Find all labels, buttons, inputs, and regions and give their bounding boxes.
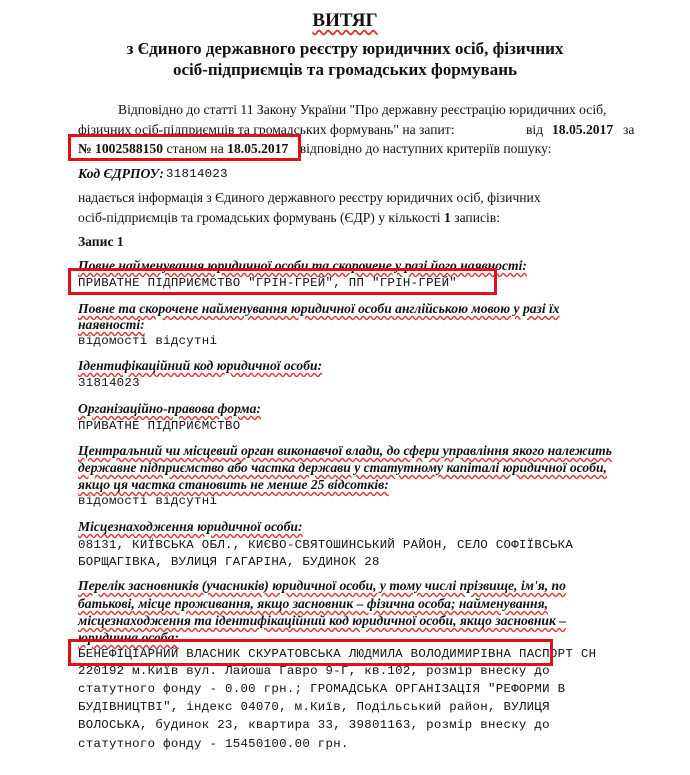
request-number: № 1002588150 (78, 141, 164, 156)
document-subtitle-line-1: з Єдиного державного реєстру юридичних осіб, фізичних (126, 39, 564, 58)
founders-label-1: Перелік засновників (учасників) юридичної особи, у тому числі прізвище, ім'я, по (78, 578, 566, 593)
full-name-label: Повне найменування юридичної особи та скорочене у разі його наявності: (78, 258, 527, 273)
provided-line-2-post: записів: (454, 210, 500, 225)
founders-label-2: батькові, місце проживання, якщо засновник – фізична особа; найменування, (78, 596, 548, 611)
document-title: ВИТЯГ (312, 10, 378, 31)
org-form-label: Організаційно-правова форма: (78, 401, 261, 416)
founders-label-3: місцезнаходження та ідентифікаційний код юридичної особи, якщо засновник – (78, 613, 567, 628)
highlight-full-name (68, 268, 497, 295)
request-date: 18.05.2017 (227, 141, 289, 156)
founders-value-5: ВОЛОСЬКА, будинок 23, квартира 33, 39801163, розмір внеску до (78, 718, 550, 732)
intro-line-1: Відповідно до статті 11 Закону України "Про державну реєстрацію юридичних осіб, (118, 102, 607, 117)
provided-line-1: надається інформація з Єдиного державного реєстру юридичних осіб, фізичних (78, 190, 541, 205)
highlight-beneficiary (68, 639, 553, 666)
provided-line-2-pre: осіб-підприємців та громадських формувань (ЄДР) у кількості (78, 210, 441, 225)
founders-beneficiary: БЕНЕФІЦІАРНИЙ ВЛАСНИК СКУРАТОВСЬКА ЛЮДМИЛА ВОЛОДИМИРІВНА (78, 647, 512, 661)
org-form-value: ПРИВАТНЕ ПІДПРИЄМСТВО (78, 419, 241, 433)
provided-line-2 (78, 210, 500, 226)
full-name-value: ПРИВАТНЕ ПІДПРИЄМСТВО "ГРІН-ГРЕЙ", ПП "ГРІН-ГРЕЙ" (78, 276, 458, 290)
authority-label-2: державне підприємство або частка держави у статутному капіталі юридичної особи, (78, 460, 607, 475)
founders-label-4: юридична особа: (78, 630, 179, 645)
english-name-label-1: Повне та скорочене найменування юридичної особи англійською мовою у разі їх (78, 301, 560, 316)
provided-count: 1 (444, 210, 451, 225)
location-value-2: БОРЩАГІВКА, ВУЛИЦЯ ГАГАРІНА, БУДИНОК 28 (78, 555, 380, 569)
english-name-value: відомості відсутні (78, 334, 218, 348)
authority-label-3: якщо ця частка становить не менше 25 відсотків: (78, 477, 389, 492)
founders-value-4: БУДІВНИЦТВІ", індекс 04070, м.Київ, Подільський район, ВУЛИЦЯ (78, 700, 550, 714)
authority-label-1: Центральний чи місцевий орган виконавчої влади, до сфери управління якого належить (78, 443, 612, 458)
intro-za: за (623, 122, 635, 137)
highlight-request-number (68, 134, 301, 161)
edrpou-label: Код ЄДРПОУ: (78, 166, 164, 181)
location-value-1: 08131, КИЇВСЬКА ОБЛ., КИЄВО-СВЯТОШИНСЬКИЙ РАЙОН, СЕЛО СОФІЇВСЬКА (78, 538, 574, 552)
location-label: Місцезнаходження юридичної особи: (78, 519, 303, 534)
founders-value-6: статутного фонду - 15450100.00 грн. (78, 737, 349, 751)
intro-from: від (526, 122, 544, 137)
intro-line-2-left: фізичних осіб-підприємців та громадських формувань" на запит: (78, 122, 455, 137)
founders-value-3: статутного фонду - 0.00 грн.; ГРОМАДСЬКА ОРГАНІЗАЦІЯ "РЕФОРМИ В (78, 682, 566, 696)
intro-request-date: 18.05.2017 (552, 122, 614, 137)
document-subtitle-line-2: осіб-підприємців та громадських формувань (172, 60, 518, 79)
english-name-label-2: наявності: (78, 317, 145, 332)
edrpou-value: 31814023 (166, 167, 228, 181)
authority-value: відомості відсутні (78, 494, 218, 508)
record-heading: Запис 1 (78, 234, 124, 249)
id-code-value: 31814023 (78, 376, 140, 390)
request-as-of: станом на (166, 141, 224, 156)
founders-value-2: 220192 м.Київ вул. Лайоша Гавро 9-Г, кв.102, розмір внеску до (78, 664, 550, 678)
request-tail: відповідно до наступних критеріїв пошуку: (299, 141, 552, 156)
id-code-label: Ідентифікаційний код юридичної особи: (78, 358, 323, 373)
founders-passport: ПАСПОРТ СН (518, 647, 597, 661)
